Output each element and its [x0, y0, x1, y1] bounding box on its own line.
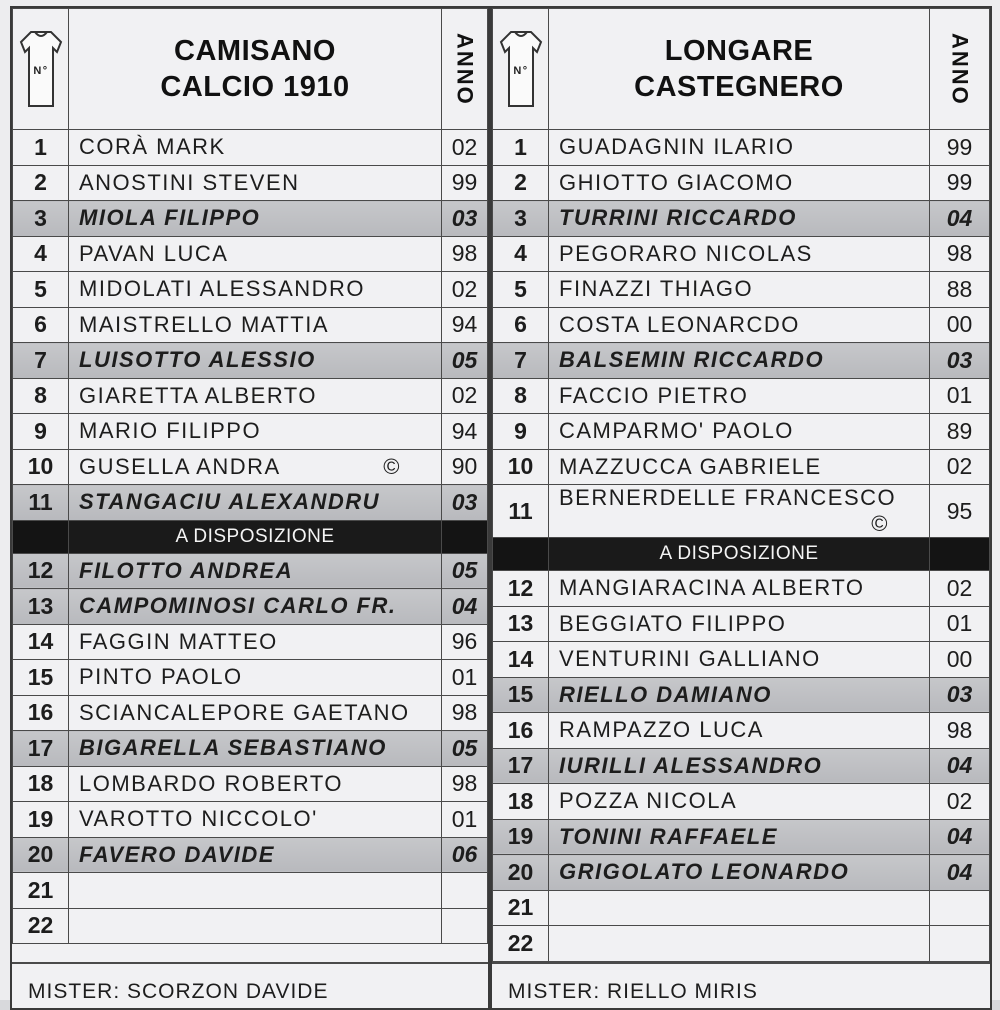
birth-year: 05	[442, 343, 488, 379]
player-number: 22	[493, 926, 549, 962]
player-name-cell	[69, 908, 442, 944]
team-card-right	[490, 6, 992, 1010]
birth-year: 02	[442, 272, 488, 308]
shirt-cell	[13, 9, 69, 130]
substitutes-header-spacer	[930, 538, 990, 571]
birth-year: 01	[930, 606, 990, 642]
player-number: 8	[493, 378, 549, 414]
player-row	[493, 677, 990, 713]
team-card-left	[10, 6, 490, 1010]
player-number: 21	[493, 890, 549, 926]
player-row	[493, 713, 990, 749]
player-name: IURILLI ALESSANDRO	[559, 752, 823, 778]
anno-header-cell	[442, 9, 488, 130]
birth-year: 98	[442, 766, 488, 802]
player-name: SCIANCALEPORE GAETANO	[79, 699, 410, 725]
player-name-cell	[69, 272, 442, 308]
player-number: 11	[493, 485, 549, 538]
player-row	[13, 731, 488, 767]
substitutes-header-spacer	[493, 538, 549, 571]
player-number: 9	[13, 414, 69, 450]
player-name-cell	[549, 677, 930, 713]
player-name: POZZA NICOLA	[559, 788, 738, 814]
player-row	[493, 378, 990, 414]
table-header	[13, 9, 488, 130]
birth-year: 98	[930, 713, 990, 749]
team-name	[549, 33, 929, 105]
player-name: STANGACIU ALEXANDRU	[79, 489, 381, 515]
player-row	[493, 236, 990, 272]
player-row	[13, 873, 488, 909]
birth-year: 98	[442, 695, 488, 731]
team-name-line-1: LONGARE	[664, 35, 814, 67]
player-name-cell	[549, 378, 930, 414]
player-name: BERNERDELLE FRANCESCO	[559, 485, 897, 510]
birth-year: 04	[930, 819, 990, 855]
player-name: MAZZUCCA GABRIELE	[559, 453, 822, 479]
player-number: 1	[493, 130, 549, 166]
birth-year: 88	[930, 272, 990, 308]
player-name: LUISOTTO ALESSIO	[79, 347, 316, 373]
substitutes-header-spacer	[13, 520, 69, 553]
player-name-cell	[69, 589, 442, 625]
player-name-cell	[69, 873, 442, 909]
birth-year: 06	[442, 837, 488, 873]
shirt-cell	[493, 9, 549, 130]
coach-name: MISTER: RIELLO MIRIS	[492, 962, 990, 1008]
birth-year: 03	[930, 677, 990, 713]
player-name: GUADAGNIN ILARIO	[559, 134, 795, 160]
player-number: 3	[493, 201, 549, 237]
player-row	[493, 165, 990, 201]
player-name-cell	[549, 165, 930, 201]
player-row	[13, 695, 488, 731]
player-name: BEGGIATO FILIPPO	[559, 610, 787, 636]
player-number: 2	[13, 165, 69, 201]
player-name-cell	[549, 201, 930, 237]
birth-year: 01	[930, 378, 990, 414]
player-row	[493, 926, 990, 962]
player-number: 12	[493, 571, 549, 607]
player-number: 3	[13, 201, 69, 237]
player-row	[13, 414, 488, 450]
player-number: 8	[13, 378, 69, 414]
birth-year: 04	[930, 201, 990, 237]
player-number: 16	[13, 695, 69, 731]
player-name: BALSEMIN RICCARDO	[559, 347, 825, 373]
player-number: 18	[493, 784, 549, 820]
player-number: 5	[493, 272, 549, 308]
player-row	[13, 130, 488, 166]
player-row	[13, 236, 488, 272]
player-row	[13, 307, 488, 343]
birth-year: 94	[442, 414, 488, 450]
birth-year: 03	[442, 485, 488, 521]
player-row	[493, 307, 990, 343]
player-name: FAGGIN MATTEO	[79, 628, 278, 654]
player-name: ANOSTINI STEVEN	[79, 169, 300, 195]
player-name-cell	[549, 890, 930, 926]
team-name	[69, 33, 441, 105]
birth-year: 02	[930, 784, 990, 820]
player-name: PINTO PAOLO	[79, 664, 243, 690]
birth-year: 94	[442, 307, 488, 343]
player-row	[13, 165, 488, 201]
birth-year	[930, 926, 990, 962]
player-number: 4	[13, 236, 69, 272]
player-name-cell	[69, 695, 442, 731]
player-name: FINAZZI THIAGO	[559, 276, 754, 302]
player-name-cell	[549, 784, 930, 820]
anno-label: ANNO	[452, 32, 478, 106]
birth-year	[442, 873, 488, 909]
birth-year: 98	[930, 236, 990, 272]
player-number: 14	[493, 642, 549, 678]
player-name-cell	[549, 449, 930, 485]
player-number: 9	[493, 414, 549, 450]
player-number: 6	[493, 307, 549, 343]
player-name-cell	[69, 414, 442, 450]
birth-year: 04	[930, 855, 990, 891]
player-row	[493, 819, 990, 855]
player-name-cell	[549, 236, 930, 272]
player-number: 6	[13, 307, 69, 343]
player-number: 22	[13, 908, 69, 944]
player-row	[13, 908, 488, 944]
player-name-cell	[69, 201, 442, 237]
birth-year: 01	[442, 660, 488, 696]
lineup-table-right	[492, 8, 990, 962]
player-number: 19	[13, 802, 69, 838]
player-name-cell	[549, 642, 930, 678]
team-name-line-2: CALCIO 1910	[160, 71, 350, 103]
player-number: 7	[13, 343, 69, 379]
player-number: 19	[493, 819, 549, 855]
shirt-number-label: N°	[32, 65, 49, 77]
team-name-line-2: CASTEGNERO	[634, 71, 844, 103]
player-name: GHIOTTO GIACOMO	[559, 169, 794, 195]
birth-year: 99	[442, 165, 488, 201]
player-name: COSTA LEONARCDO	[559, 311, 800, 337]
player-name-cell	[549, 571, 930, 607]
substitutes-header	[13, 520, 488, 553]
player-number: 20	[13, 837, 69, 873]
player-row	[13, 272, 488, 308]
player-name: CORÀ MARK	[79, 134, 226, 160]
player-number: 16	[493, 713, 549, 749]
birth-year: 00	[930, 307, 990, 343]
substitutes-label: A DISPOSIZIONE	[69, 520, 442, 553]
anno-header-cell	[930, 9, 990, 130]
birth-year: 89	[930, 414, 990, 450]
player-name: GIARETTA ALBERTO	[79, 382, 317, 408]
lineup-table-left	[12, 8, 488, 944]
birth-year: 99	[930, 165, 990, 201]
player-row	[493, 571, 990, 607]
player-name: MIDOLATI ALESSANDRO	[79, 276, 366, 302]
birth-year	[442, 908, 488, 944]
player-name-cell	[69, 766, 442, 802]
player-row	[493, 130, 990, 166]
player-row	[493, 449, 990, 485]
player-number: 15	[13, 660, 69, 696]
player-name: MANGIARACINA ALBERTO	[559, 575, 865, 601]
player-row	[493, 485, 990, 538]
player-number: 13	[13, 589, 69, 625]
player-row	[13, 802, 488, 838]
player-name-cell	[549, 485, 930, 538]
player-row	[13, 660, 488, 696]
player-name: RIELLO DAMIANO	[559, 681, 772, 707]
birth-year: 01	[442, 802, 488, 838]
player-row	[13, 378, 488, 414]
shirt-icon	[19, 28, 63, 110]
player-row	[493, 890, 990, 926]
player-row	[493, 343, 990, 379]
player-name-cell	[549, 713, 930, 749]
player-number: 11	[13, 485, 69, 521]
player-number: 14	[13, 624, 69, 660]
shirt-number-label: N°	[512, 65, 529, 77]
player-row	[13, 485, 488, 521]
birth-year: 03	[442, 201, 488, 237]
player-name-cell	[69, 236, 442, 272]
player-name: TONINI RAFFAELE	[559, 823, 778, 849]
player-name: GUSELLA ANDRA	[79, 453, 281, 479]
player-number: 1	[13, 130, 69, 166]
birth-year: 05	[442, 553, 488, 589]
player-row	[13, 449, 488, 485]
player-number: 10	[493, 449, 549, 485]
player-name-cell	[549, 414, 930, 450]
player-number: 21	[13, 873, 69, 909]
player-name: GRIGOLATO LEONARDO	[559, 859, 850, 885]
player-name: FACCIO PIETRO	[559, 382, 749, 408]
player-name-cell	[69, 485, 442, 521]
player-name-cell	[549, 606, 930, 642]
shirt-icon	[499, 28, 543, 110]
player-row	[13, 201, 488, 237]
player-row	[13, 837, 488, 873]
team-name-line-1: CAMISANO	[174, 35, 336, 67]
player-number: 15	[493, 677, 549, 713]
player-row	[493, 201, 990, 237]
player-row	[493, 414, 990, 450]
player-name-cell	[69, 837, 442, 873]
player-name: RAMPAZZO LUCA	[559, 717, 764, 743]
captain-mark: ©	[383, 453, 401, 479]
substitutes-header	[493, 538, 990, 571]
player-name: PEGORARO NICOLAS	[559, 240, 813, 266]
player-number: 10	[13, 449, 69, 485]
player-row	[493, 748, 990, 784]
player-name: BIGARELLA SEBASTIANO	[79, 735, 387, 761]
anno-label: ANNO	[947, 32, 973, 106]
player-number: 20	[493, 855, 549, 891]
player-name-cell	[69, 731, 442, 767]
birth-year	[930, 890, 990, 926]
player-row	[493, 642, 990, 678]
player-name-cell	[69, 624, 442, 660]
player-name-cell	[549, 130, 930, 166]
player-row	[13, 553, 488, 589]
substitutes-header-spacer	[442, 520, 488, 553]
player-name: VAROTTO NICCOLO'	[79, 806, 318, 832]
birth-year: 95	[930, 485, 990, 538]
player-name-cell	[69, 165, 442, 201]
player-number: 18	[13, 766, 69, 802]
player-number: 2	[493, 165, 549, 201]
birth-year: 02	[442, 130, 488, 166]
player-name: FILOTTO ANDREA	[79, 557, 294, 583]
birth-year: 05	[442, 731, 488, 767]
player-row	[13, 589, 488, 625]
player-row	[493, 606, 990, 642]
player-name: CAMPARMO' PAOLO	[559, 418, 794, 444]
player-row	[13, 343, 488, 379]
birth-year: 98	[442, 236, 488, 272]
table-header	[493, 9, 990, 130]
player-name-cell	[549, 343, 930, 379]
player-name: TURRINI RICCARDO	[559, 205, 797, 231]
birth-year: 03	[930, 343, 990, 379]
player-number: 4	[493, 236, 549, 272]
player-row	[493, 784, 990, 820]
player-row	[493, 855, 990, 891]
player-name: FAVERO DAVIDE	[79, 841, 275, 867]
player-name-cell	[69, 307, 442, 343]
player-number: 13	[493, 606, 549, 642]
player-number: 17	[493, 748, 549, 784]
player-number: 12	[13, 553, 69, 589]
player-name: MAISTRELLO MATTIA	[79, 311, 330, 337]
birth-year: 02	[930, 449, 990, 485]
birth-year: 90	[442, 449, 488, 485]
player-number: 17	[13, 731, 69, 767]
player-name: CAMPOMINOSI CARLO FR.	[79, 593, 397, 619]
team-name-cell	[69, 9, 442, 130]
birth-year: 99	[930, 130, 990, 166]
player-name: MIOLA FILIPPO	[79, 205, 261, 231]
player-name-cell	[549, 748, 930, 784]
player-name-cell	[69, 553, 442, 589]
player-row	[13, 766, 488, 802]
player-name-cell	[69, 660, 442, 696]
player-name: MARIO FILIPPO	[79, 418, 262, 444]
player-name-cell	[69, 449, 442, 485]
player-name-cell	[549, 307, 930, 343]
player-name-cell	[69, 130, 442, 166]
birth-year: 00	[930, 642, 990, 678]
team-name-cell	[549, 9, 930, 130]
birth-year: 02	[930, 571, 990, 607]
player-name-cell	[549, 855, 930, 891]
captain-mark: ©	[871, 511, 889, 536]
player-number: 7	[493, 343, 549, 379]
birth-year: 04	[930, 748, 990, 784]
substitutes-label: A DISPOSIZIONE	[549, 538, 930, 571]
birth-year: 02	[442, 378, 488, 414]
player-name-cell	[69, 378, 442, 414]
player-name-cell	[69, 343, 442, 379]
player-name-cell	[549, 272, 930, 308]
player-name: PAVAN LUCA	[79, 240, 229, 266]
player-row	[493, 272, 990, 308]
player-name-cell	[549, 926, 930, 962]
player-row	[13, 624, 488, 660]
player-name-cell	[69, 802, 442, 838]
player-name-cell	[549, 819, 930, 855]
birth-year: 96	[442, 624, 488, 660]
birth-year: 04	[442, 589, 488, 625]
coach-name: MISTER: SCORZON DAVIDE	[12, 962, 488, 1008]
player-number: 5	[13, 272, 69, 308]
player-name: LOMBARDO ROBERTO	[79, 770, 344, 796]
player-name: VENTURINI GALLIANO	[559, 646, 821, 672]
